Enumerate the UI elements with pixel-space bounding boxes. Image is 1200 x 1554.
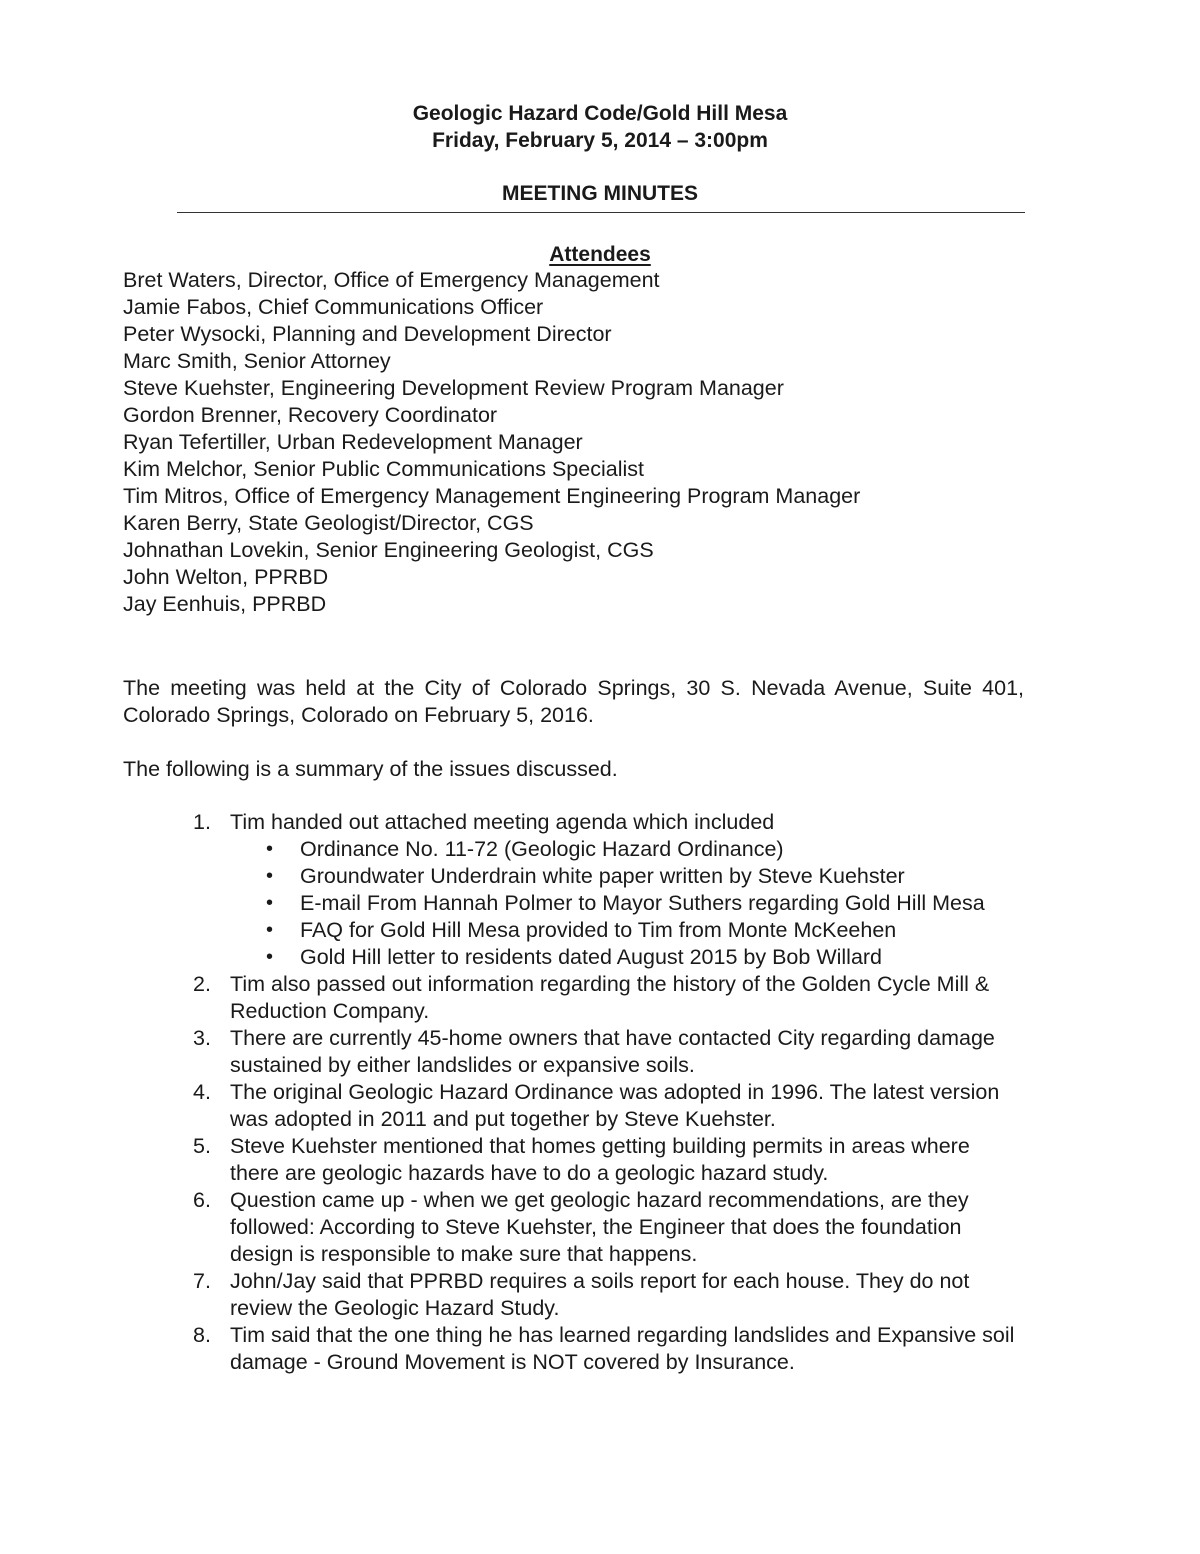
- location-paragraph: The meeting was held at the City of Colorado Springs, 30 S. Nevada Avenue, Suite 401, Colorado Springs, Colorado on February 5, 2016.: [123, 676, 1024, 727]
- attendee-item: Jamie Fabos, Chief Communications Officer: [123, 295, 544, 319]
- item-number: 5.: [193, 1134, 211, 1158]
- numbered-item: [123, 1322, 1024, 1376]
- attendee-item: Peter Wysocki, Planning and Development Director: [123, 322, 612, 346]
- summary-intro: The following is a summary of the issues discussed.: [123, 757, 618, 781]
- item-number: 4.: [193, 1080, 211, 1104]
- item-text: Question came up - when we get geologic hazard recommendations, are they followed: According to Steve Kuehster, the Engineer that does the foundation design is responsible to make sure that happens.: [230, 1188, 969, 1266]
- sub-item: [230, 863, 1024, 890]
- attendees-heading: [0, 241, 1200, 268]
- title-line-2: Friday, February 5, 2014 – 3:00pm: [432, 129, 768, 152]
- sub-item-text: Groundwater Underdrain white paper written by Steve Kuehster: [300, 864, 905, 888]
- item-text: The original Geologic Hazard Ordinance was adopted in 1996. The latest version was adopted in 2011 and put together by Steve Kuehster.: [230, 1080, 1000, 1131]
- item-number: 3.: [193, 1026, 211, 1050]
- bullet-icon: •: [266, 919, 274, 941]
- numbered-item: [123, 1133, 1024, 1187]
- meeting-minutes-heading: MEETING MINUTES: [501, 182, 698, 205]
- numbered-item: [123, 1187, 1024, 1268]
- document-title: [0, 100, 1200, 154]
- bullet-icon: •: [266, 865, 274, 887]
- item-number: 6.: [193, 1188, 211, 1212]
- attendee-item: John Welton, PPRBD: [123, 565, 329, 589]
- item-text: Steve Kuehster mentioned that homes getting building permits in areas where there are geologic hazards have to do a geologic hazard study.: [230, 1134, 970, 1185]
- item-number: 7.: [193, 1269, 211, 1293]
- attendee-item: Jay Eenhuis, PPRBD: [123, 592, 327, 616]
- sub-item-text: Ordinance No. 11-72 (Geologic Hazard Ordinance): [300, 837, 784, 861]
- item-text: Tim handed out attached meeting agenda which included: [230, 810, 775, 834]
- attendee-list: [123, 267, 1073, 618]
- attendee-item: Kim Melchor, Senior Public Communications Specialist: [123, 457, 644, 481]
- attendee-item: Ryan Tefertiller, Urban Redevelopment Manager: [123, 430, 583, 454]
- numbered-item: [123, 1025, 1024, 1079]
- sub-item-text: FAQ for Gold Hill Mesa provided to Tim from Monte McKeehen: [300, 918, 897, 942]
- bullet-icon: •: [266, 892, 274, 914]
- numbered-item: [123, 809, 1024, 971]
- numbered-item: [123, 1268, 1024, 1322]
- sub-item: [230, 836, 1024, 863]
- sub-item-list: [230, 836, 1024, 971]
- numbered-item: [123, 971, 1024, 1025]
- attendee-item: Gordon Brenner, Recovery Coordinator: [123, 403, 498, 427]
- item-text: Tim also passed out information regarding the history of the Golden Cycle Mill & Reduction Company.: [230, 972, 990, 1023]
- attendee-item: Bret Waters, Director, Office of Emergency Management: [123, 268, 660, 292]
- sub-item: [230, 890, 1024, 917]
- item-text: John/Jay said that PPRBD requires a soils report for each house. They do not review the Geologic Hazard Study.: [230, 1269, 970, 1320]
- sub-item-text: E-mail From Hannah Polmer to Mayor Suthers regarding Gold Hill Mesa: [300, 891, 985, 915]
- attendee-item: Marc Smith, Senior Attorney: [123, 349, 391, 373]
- bullet-icon: •: [266, 946, 274, 968]
- sub-item-text: Gold Hill letter to residents dated August 2015 by Bob Willard: [300, 945, 883, 969]
- sub-item: [230, 917, 1024, 944]
- item-number: 1.: [193, 810, 211, 834]
- attendee-item: Johnathan Lovekin, Senior Engineering Geologist, CGS: [123, 538, 654, 562]
- attendee-item: Karen Berry, State Geologist/Director, CGS: [123, 511, 534, 535]
- discussion-items: [123, 809, 1024, 1376]
- horizontal-divider: [177, 212, 1025, 213]
- item-number: 8.: [193, 1323, 211, 1347]
- numbered-item: [123, 1079, 1024, 1133]
- attendees-heading-label: Attendees: [549, 243, 651, 266]
- title-line-1: Geologic Hazard Code/Gold Hill Mesa: [412, 102, 788, 125]
- item-text: There are currently 45-home owners that have contacted City regarding damage sustained by either landslides or expansive soils.: [230, 1026, 995, 1077]
- item-text: Tim said that the one thing he has learned regarding landslides and Expansive soil damage - Ground Movement is NOT covered by Insurance.: [230, 1323, 1015, 1374]
- attendee-item: Steve Kuehster, Engineering Development Review Program Manager: [123, 376, 784, 400]
- sub-item: [230, 944, 1024, 971]
- attendee-item: Tim Mitros, Office of Emergency Management Engineering Program Manager: [123, 484, 861, 508]
- bullet-icon: •: [266, 838, 274, 860]
- item-number: 2.: [193, 972, 211, 996]
